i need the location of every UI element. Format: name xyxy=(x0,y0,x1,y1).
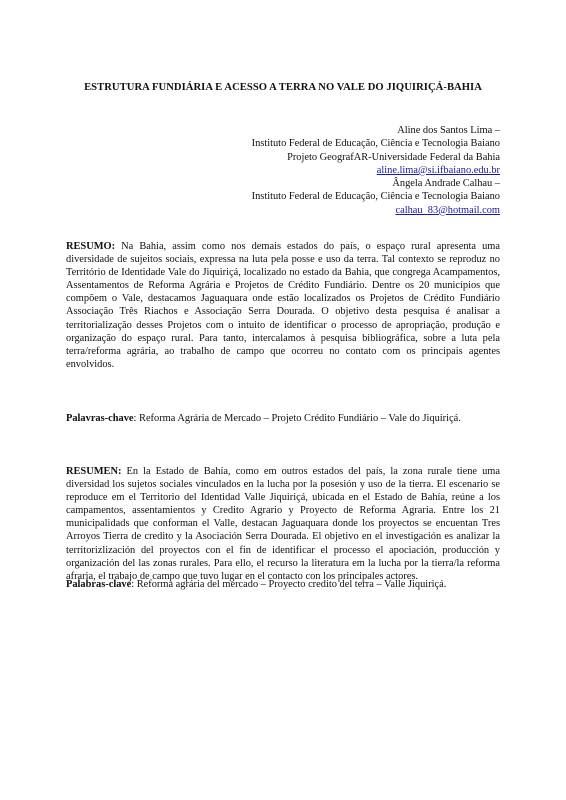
author-1-email-link[interactable]: aline.lima@si.ifbaiano.edu.br xyxy=(376,164,500,176)
resumo-paragraph xyxy=(66,240,500,371)
author-block xyxy=(180,124,500,217)
author-2-affiliation: Instituto Federal de Educação, Ciência e Tecnologia Baiano xyxy=(251,191,500,203)
author-1-affiliation: Instituto Federal de Educação, Ciência e Tecnologia Baiano xyxy=(251,138,500,150)
author-1-name: Aline dos Santos Lima – xyxy=(397,125,500,136)
palavras-chave-label: Palavras-chave xyxy=(66,413,134,424)
author-2-name: Ângela Andrade Calhau – xyxy=(392,178,500,190)
palavras-chave-paragraph xyxy=(66,412,500,425)
resumo-label: RESUMO: xyxy=(66,241,116,252)
resumen-label: RESUMEN: xyxy=(66,466,122,477)
resumen-paragraph xyxy=(66,465,500,583)
palabras-clave-text: : Reforma agrária del mercado – Proyecto credito del terra – Valle Jiquiriçá. xyxy=(131,579,447,590)
palabras-clave-label: Palabras-clave xyxy=(66,579,132,590)
paper-title: ESTRUTURA FUNDIÁRIA E ACESSO A TERRA NO VALE DO JIQUIRIÇÁ-BAHIA xyxy=(84,82,482,93)
author-2-email-link[interactable]: calhau_83@hotmail.com xyxy=(395,204,500,216)
palabras-clave-paragraph xyxy=(66,578,500,591)
resumen-text: En la Estado de Bahía, como em outros estados del país, la zona rurale tiene uma diversidad los sujetos sociales vinculados en la lucha por la posesión y uso de la tierra. El escenario se reproduce em el Territorio del Identidad Valle Jiquiriçá, ubicada en el Estado de Bahía, reúne a los campamentos, assentamientos y Credito Agrario y Proyecto de Reforma Agraria. Entre los 21 municipalidads que conforman el Valle, destacan Jaguaquara donde los proyectos se encuentan Tres Arroyos Tierra de credito y la Asociación Serra Dourada. El objetivo en el investigación es analizar la territorizlización del proyectos con el fin de identificar el processo el apociación, producción y organización del las zonas rurales. Para ello, el recurso la literatura em la lucha por la tierra/la reforma afraria, el trabajo de campo que tuvo lugar en el contacto con los principales actores. xyxy=(66,466,500,582)
resumo-text: Na Bahia, assim como nos demais estados do país, o espaço rural apresenta uma diversidade de sujeitos sociais, expressa na luta pela posse e uso da terra. Tal contexto se reproduz no Território de Identidade Vale do Jiquiriçá, localizado no estado da Bahia, que congrega Acampamentos, Assentamentos de Reforma Agrária e Projetos de Crédito Fundiário. Dentre os 20 municípios que compõem o Vale, destacamos Jaguaquara onde estão localizados os Projetos de Crédito Fundiário Associação Três Riachos e Associação Serra Dourada. O objetivo desta pesquisa é analisar a territorialização desses Projetos com o intuito de identificar o processo de apropriação, produção e organização do espaço rural. Para tanto, intercalamos à pesquisa bibliográfica, sobre a luta pela terra/reforma agrária, ao trabalho de campo que ocorreu no contato com os principais agentes envolvidos. xyxy=(66,241,500,370)
palavras-chave-text: : Reforma Agrária de Mercado – Projeto Crédito Fundiário – Vale do Jiquiriçá. xyxy=(133,413,461,424)
author-1-project: Projeto GeografAR-Universidade Federal da Bahia xyxy=(287,151,500,163)
